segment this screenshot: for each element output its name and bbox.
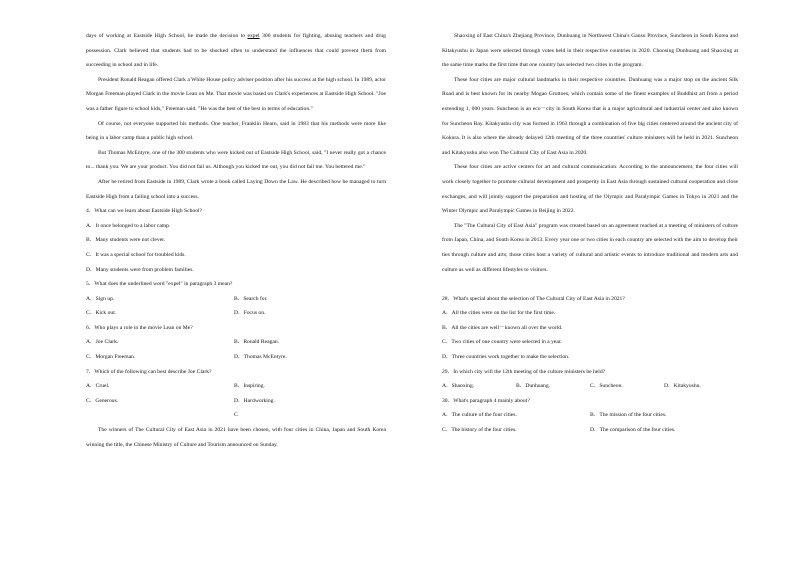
question-30-option-c: C．The history of the four cities. bbox=[442, 427, 517, 434]
passage-c-paragraph-5: The "The Cultural City of East Asia" program was created based on an agreement reached at a meeting of ministers of culture from Japan, China, and South Korea in 2013. Every year one or two cities in each country are selected with the aim to develop their ties through culture and arts; those cities host a variety of cultural and artistic events to introduce traditional and modern arts and culture as well as different lifestyles to visitors. bbox=[442, 222, 738, 273]
question-6-options-row-1 bbox=[86, 335, 386, 350]
paragraph-3: Of course, not everyone supported his methods. One teacher, Franklin Hearn, said in 1983 that his methods were more like being in a labor camp than a public high school. bbox=[86, 120, 386, 142]
question-6-option-d: D．Thomas McEntyre. bbox=[234, 354, 287, 361]
passage-c-paragraph-1: The winners of The Cultural City of East Asia in 2021 have been chosen, with four cities in China, Japan and South Korea winning the title, the Chinese Ministry of Culture and Tourism announced on Sunday. bbox=[86, 427, 386, 448]
passage-c-paragraph-2: Shaoxing of East China's Zhejiang Province, Dunhuang in Northwest China's Gansu Province, Suncheon in South Korea and Kitakyushu in Japan were selected through votes held in their respective countries in 2020. Choosing Dunhuang and Shaoxing at the same time marks the first time that one country has selected two cities in the program. bbox=[442, 33, 738, 69]
question-29: 29．In which city will the 12th meeting of the culture ministers be held? bbox=[442, 368, 606, 375]
paragraph-5: After he retired from Eastside in 1989, Clark wrote a book called Laying Down the Law. He described how he managed to turn Eastside High from a failing school into a success. bbox=[86, 178, 386, 200]
paragraph-1 bbox=[86, 29, 386, 73]
question-28-option-a: A．All the cities were on the list for the first time. bbox=[442, 310, 556, 317]
passage-c-paragraph-4: These four cities are active centers for art and cultural communication. According to the announcement, the four cities will work closely together to promote cultural development and prosperity in East Asia through sustained cultural cooperation and close exchanges, and will jointly support the preparation and hosting of the Olympic and Paralympic Games in Tokyo in 2021 and the Winter Olympic and Paralympic Games in Beijing in 2022. bbox=[442, 164, 738, 215]
underlined-word-expel: expel bbox=[247, 33, 260, 39]
question-4-option-c: C．It was a special school for troubled kids. bbox=[86, 251, 186, 258]
question-7: 7．Which of the following can best describe Joe Clark? bbox=[86, 368, 212, 375]
paragraph-2: President Ronald Reagan offered Clark a White House policy adviser position after his success at the high school. In 1989, actor Morgan Freeman played Clark in the movie Lean on Me. That movie was based on Clark's experiences at Eastside High School. "Joe was a father figure to school kids," Freeman said. "He was the best of the best in terms of education." bbox=[86, 76, 386, 112]
question-5-option-d: D．Focus on. bbox=[234, 310, 266, 317]
question-29-options-row bbox=[442, 379, 738, 394]
paragraph-1-text-a: days of working at Eastside High School, he made the decision to bbox=[86, 33, 248, 39]
question-7-options-row-1 bbox=[86, 379, 386, 394]
section-heading-c: C bbox=[234, 412, 238, 419]
question-5: 5．What does the underlined word "expel" in paragraph 3 mean? bbox=[86, 281, 233, 288]
question-4-option-d: D．Many students were from problem families. bbox=[86, 266, 194, 273]
question-29-option-b: B．Dunhuang. bbox=[516, 383, 551, 390]
question-30-options-row-1 bbox=[442, 408, 738, 423]
question-5-options-row-1 bbox=[86, 292, 386, 307]
paragraph-1-text-b: 300 students for fighting, abusing teachers and drug possession. Clark believed that students had to be shocked often to understand the influences that could prevent them from succeeding in school and in life. bbox=[86, 33, 386, 69]
question-5-options-row-2 bbox=[86, 306, 386, 321]
question-30-option-a: A．The culture of the four cities. bbox=[442, 412, 517, 419]
question-6: 6．Who plays a role in the movie Lean on Me? bbox=[86, 324, 193, 331]
question-30: 30．What's paragraph 4 mainly about? bbox=[442, 397, 530, 404]
question-30-options-row-2 bbox=[442, 423, 738, 438]
question-5-option-a: A．Sign up. bbox=[86, 295, 115, 302]
question-29-option-c: C．Suncheon. bbox=[590, 383, 623, 390]
question-28: 28．What's special about the selection of The Cultural City of East Asia in 2021? bbox=[442, 295, 625, 302]
question-7-options-row-2 bbox=[86, 394, 386, 409]
question-30-option-b: B．The mission of the four cities. bbox=[590, 412, 667, 419]
question-28-option-c: C．Two cities of one country were selected in a year. bbox=[442, 339, 562, 346]
question-7-option-c: C．Generous. bbox=[86, 397, 119, 404]
right-column bbox=[442, 0, 738, 438]
question-28-option-b: B．All the cities are well－known all over the world. bbox=[442, 324, 563, 331]
question-4-option-a: A．It once belonged to a labor camp. bbox=[86, 222, 171, 229]
question-6-option-c: C．Morgan Freeman. bbox=[86, 354, 136, 361]
question-4: 4．What can we learn about Eastside High School? bbox=[86, 208, 203, 215]
left-column bbox=[86, 0, 386, 452]
question-4-option-b: B．Many students were not clever. bbox=[86, 237, 166, 244]
question-7-option-a: A．Cruel. bbox=[86, 383, 110, 390]
paragraph-4: But Thomas McEntyre, one of the 300 students who were kicked out of Eastside High School, said, "I never really got a chance to... thank you. We are your product. You did not fail us. Although you kicked me out, you did not fail me. You bettered me." bbox=[86, 149, 386, 171]
question-29-option-d: D．Kitakyushu. bbox=[664, 383, 701, 390]
question-29-option-a: A．Shaoxing. bbox=[442, 383, 475, 390]
question-6-option-a: A．Joe Clark. bbox=[86, 339, 119, 346]
question-7-option-b: B．Inspiring. bbox=[234, 383, 265, 390]
passage-c-paragraph-3: These four cities are major cultural landmarks in their respective countries. Dunhuang was a major stop on the ancient Silk Road and is best known for its nearby Mogao Grottoes, which contain some of the finest examples of Buddhist art from a period extending 1, 000 years. Suncheon is an eco－city in South Korea that is a major agricultural and industrial center and also known for Suncheon Bay. Kitakyushu city was formed in 1963 through a combination of five big cities centered around the ancient city of Kokura. It is also where the already delayed 12th meeting of the three countries' culture ministers will be held in 2021. Suncheon and Kitakyushu also won The Cultural City of East Asia in 2020. bbox=[442, 76, 738, 156]
question-30-option-d: D．The comparison of the four cities. bbox=[590, 427, 676, 434]
question-6-option-b: B．Ronald Reagan. bbox=[234, 339, 280, 346]
question-6-options-row-2 bbox=[86, 350, 386, 365]
question-7-option-d: D．Hardworking. bbox=[234, 397, 275, 404]
question-5-option-c: C．Kick out. bbox=[86, 310, 117, 317]
question-28-option-d: D．Three countries work together to make the selection. bbox=[442, 354, 570, 361]
question-5-option-b: B．Search for. bbox=[234, 295, 268, 302]
